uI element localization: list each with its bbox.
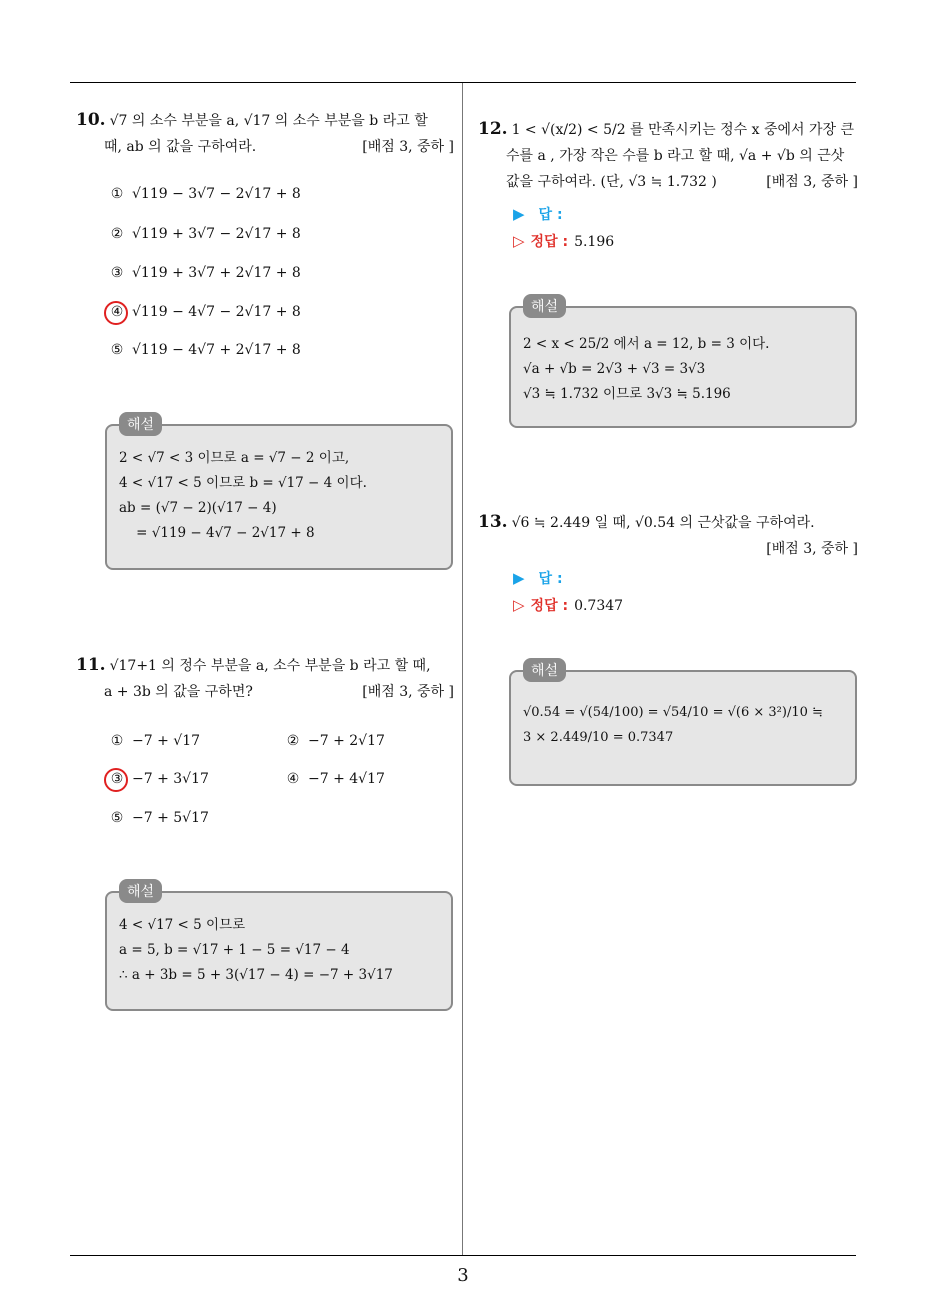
- choice-5[interactable]: [108, 810, 209, 826]
- solution-line: √0.54 = √(54/100) = √54/10 = √(6 × 3²)/10 ≒: [523, 705, 823, 720]
- solution-body: [523, 332, 769, 407]
- choice-text: −7 + 2√17: [308, 733, 385, 749]
- correct-answer-row: [513, 595, 623, 615]
- score-meta: [배점 3, 중하 ]: [362, 139, 454, 155]
- answer-label: 답 :: [538, 571, 563, 587]
- choice-3[interactable]: [108, 265, 301, 281]
- choice-5[interactable]: [108, 342, 301, 358]
- question-text-line2-row: [76, 679, 454, 705]
- choice-text: √119 + 3√7 + 2√17 + 8: [132, 265, 301, 281]
- solution-body: [523, 700, 823, 750]
- solution-tag: 해설: [523, 294, 566, 318]
- question-text-line1: √7 의 소수 부분을 a, √17 의 소수 부분을 b 라고 할: [109, 113, 428, 129]
- correct-answer-label: 정답 :: [530, 234, 569, 250]
- choice-number: ③: [110, 265, 124, 281]
- choice-number: ①: [110, 186, 124, 202]
- question-text-line3-row: [478, 169, 858, 195]
- question-10-stem: [76, 107, 454, 160]
- answer-circle-mark: [104, 768, 128, 792]
- solution-tag: 해설: [119, 879, 162, 903]
- choice-number: ⑤: [110, 342, 124, 358]
- solution-line: ab = (√7 − 2)(√17 − 4): [119, 500, 277, 516]
- choice-1[interactable]: [108, 733, 200, 749]
- choice-text: √119 + 3√7 − 2√17 + 8: [132, 226, 301, 242]
- choice-number: ④: [286, 771, 300, 787]
- choice-text: −7 + 4√17: [308, 771, 385, 787]
- column-divider: [462, 83, 463, 1255]
- solution-line: √a + √b = 2√3 + √3 = 3√3: [523, 361, 706, 377]
- choice-1[interactable]: [108, 186, 301, 202]
- answer-input-row[interactable]: [513, 204, 563, 224]
- choice-text: √119 − 4√7 + 2√17 + 8: [132, 342, 301, 358]
- choice-number: ③: [110, 771, 124, 787]
- question-text-line2-row: [76, 134, 454, 160]
- choice-number: ⑤: [110, 810, 124, 826]
- choice-4[interactable]: [284, 771, 385, 787]
- answer-label: 답 :: [538, 207, 563, 223]
- solution-line: 3 × 2.449/10 = 0.7347: [523, 730, 674, 745]
- question-text-line2: 때, ab 의 값을 구하여라.: [104, 139, 257, 155]
- question-number: 11.: [76, 655, 106, 675]
- solution-line: = √119 − 4√7 − 2√17 + 8: [119, 525, 315, 541]
- top-rule: [70, 82, 856, 83]
- choice-number: ④: [110, 304, 124, 320]
- correct-answer-row: [513, 231, 614, 251]
- question-12-stem: [478, 116, 858, 195]
- correct-answer-label: 정답 :: [530, 598, 569, 614]
- choice-2[interactable]: [108, 226, 301, 242]
- choice-number: ②: [286, 733, 300, 749]
- solution-box-q11: [105, 884, 453, 1011]
- outline-triangle-icon: ▷: [513, 232, 525, 250]
- question-number: 10.: [76, 110, 106, 130]
- solution-box-q10: [105, 417, 453, 570]
- question-13-stem: [478, 509, 858, 562]
- choice-text: −7 + 3√17: [132, 771, 209, 787]
- choice-number: ②: [110, 226, 124, 242]
- solution-line: 4 < √17 < 5 이므로: [119, 917, 246, 933]
- question-text-line3: 값을 구하여라. (단, √3 ≒ 1.732 ): [506, 174, 717, 190]
- question-number: 13.: [478, 512, 508, 532]
- score-meta: [배점 3, 중하 ]: [766, 174, 858, 190]
- play-triangle-icon: ▶: [513, 569, 525, 587]
- solution-box-q12: [509, 299, 857, 428]
- solution-line: 4 < √17 < 5 이므로 b = √17 − 4 이다.: [119, 475, 367, 491]
- solution-line: 2 < √7 < 3 이므로 a = √7 − 2 이고,: [119, 450, 350, 466]
- solution-box-q13: [509, 663, 857, 786]
- correct-answer-value: 5.196: [574, 234, 615, 250]
- question-text-line1: 1 < √(x/2) < 5/2 를 만족시키는 정수 x 중에서 가장 큰: [511, 122, 855, 138]
- question-text-line2: 수를 a , 가장 작은 수를 b 라고 할 때, √a + √b 의 근삿: [506, 148, 845, 164]
- correct-answer-value: 0.7347: [574, 598, 624, 614]
- solution-tag: 해설: [523, 658, 566, 682]
- score-meta: [배점 3, 중하 ]: [766, 541, 858, 557]
- answer-circle-mark: [104, 301, 128, 325]
- question-text-line1: √17+1 의 정수 부분을 a, 소수 부분을 b 라고 할 때,: [109, 658, 431, 674]
- choice-2[interactable]: [284, 733, 385, 749]
- solution-line: 2 < x < 25/2 에서 a = 12, b = 3 이다.: [523, 336, 770, 352]
- choice-text: √119 − 3√7 − 2√17 + 8: [132, 186, 301, 202]
- score-meta: [배점 3, 중하 ]: [362, 684, 454, 700]
- choice-text: −7 + √17: [132, 733, 201, 749]
- question-text-line2: a + 3b 의 값을 구하면?: [104, 684, 253, 700]
- play-triangle-icon: ▶: [513, 205, 525, 223]
- choice-text: −7 + 5√17: [132, 810, 209, 826]
- solution-line: a = 5, b = √17 + 1 − 5 = √17 − 4: [119, 942, 350, 958]
- answer-input-row[interactable]: [513, 568, 563, 588]
- question-number: 12.: [478, 119, 508, 139]
- choice-4[interactable]: [108, 304, 301, 320]
- solution-line: ∴ a + 3b = 5 + 3(√17 − 4) = −7 + 3√17: [119, 967, 393, 983]
- page-number: 3: [457, 1265, 469, 1286]
- outline-triangle-icon: ▷: [513, 596, 525, 614]
- choice-3[interactable]: [108, 771, 209, 787]
- choice-number: ①: [110, 733, 124, 749]
- question-11-stem: [76, 652, 454, 705]
- solution-body: [119, 446, 367, 546]
- question-text-line1: √6 ≒ 2.449 일 때, √0.54 의 근삿값을 구하여라.: [511, 515, 815, 531]
- score-meta-row: [478, 536, 858, 562]
- bottom-rule: [70, 1255, 856, 1256]
- choice-text: √119 − 4√7 − 2√17 + 8: [132, 304, 301, 320]
- solution-tag: 해설: [119, 412, 162, 436]
- solution-line: √3 ≒ 1.732 이므로 3√3 ≒ 5.196: [523, 386, 731, 402]
- solution-body: [119, 913, 393, 988]
